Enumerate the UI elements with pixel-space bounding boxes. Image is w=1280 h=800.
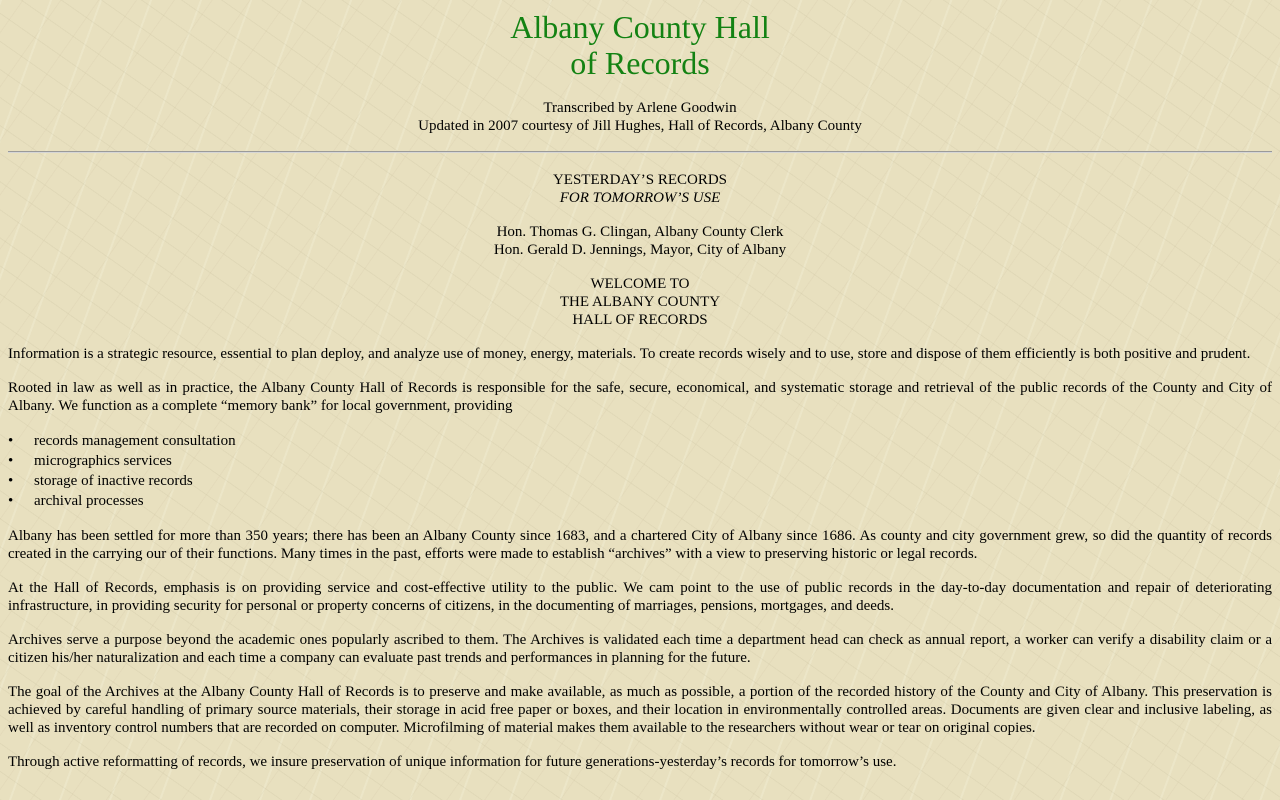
- slogan-line-2: FOR TOMORROW’S USE: [559, 190, 721, 206]
- credits: [8, 99, 1272, 135]
- paragraph-rooted-in-law: Rooted in law as well as in practice, the Albany County Hall of Records is responsible for the safe, secure, economical, and systematic storage and retrieval of the public records of the County and City of Albany. We function as a complete “memory bank” for local government, providing: [8, 380, 1272, 414]
- welcome-line-3: HALL OF RECORDS: [572, 312, 708, 328]
- paragraph-archives-goal: The goal of the Archives at the Albany County Hall of Records is to preserve and make available, as much as possible, a portion of the recorded history of the County and City of Albany. This preservation is achieved by careful handling of primary source materials, their storage in acid free paper or boxes, and their location in environmentally controlled areas. Documents are given clear and inclusive labeling, as well as inventory control numbers that are recorded on computer. Microfilming of material makes them available to the researchers without wear or tear on original copies.: [8, 684, 1272, 736]
- bullet-icon: •: [8, 473, 14, 489]
- paragraph-information: Information is a strategic resource, essential to plan deploy, and analyze use of money, energy, materials. To create records wisely and to use, store and dispose of them efficiently is both positive and prudent.: [8, 346, 1251, 362]
- service-label: storage of inactive records: [34, 473, 193, 489]
- transcribed-by: Transcribed by Arlene Goodwin: [543, 100, 737, 116]
- county-clerk: Hon. Thomas G. Clingan, Albany County Clerk: [496, 224, 784, 240]
- list-item: [8, 471, 1272, 491]
- bullet-icon: •: [8, 453, 14, 469]
- bullet-icon: •: [8, 433, 14, 449]
- services-list: [8, 431, 1272, 511]
- list-item: [8, 431, 1272, 451]
- paragraph-history: Albany has been settled for more than 350 years; there has been an Albany County since 1683, and a chartered City of Albany since 1686. As county and city government grew, so did the quantity of records created in the carrying our of their functions. Many times in the past, efforts were made to establish “archives” with a view to preserving historic or legal records.: [8, 528, 1272, 562]
- service-label: archival processes: [34, 493, 144, 509]
- service-label: micrographics services: [34, 453, 172, 469]
- paragraph-archives-purpose: Archives serve a purpose beyond the academic ones popularly ascribed to them. The Archives is validated each time a department head can check as annual report, a worker can verify a disability claim or a citizen his/her naturalization and each time a company can evaluate past trends and performances in planning for the future.: [8, 632, 1272, 666]
- list-item: [8, 451, 1272, 471]
- paragraph-service: At the Hall of Records, emphasis is on providing service and cost-effective utility to the public. We cam point to the use of public records in the day-to-day documentation and repair of deteriorating infrastructure, in providing security for personal or property concerns of citizens, in the documenting of marriages, pensions, mortgages, and deeds.: [8, 580, 1272, 614]
- bullet-icon: •: [8, 493, 14, 509]
- slogan-line-1: YESTERDAY’S RECORDS: [552, 172, 728, 188]
- welcome-line-2: THE ALBANY COUNTY: [559, 294, 721, 310]
- title-line-2: of Records: [570, 45, 710, 81]
- welcome-heading: [8, 275, 1272, 329]
- updated-note: Updated in 2007 courtesy of Jill Hughes, Hall of Records, Albany County: [418, 118, 862, 134]
- paragraph-reformatting: Through active reformatting of records, we insure preservation of unique information for future generations-yesterday’s records for tomorrow’s use.: [8, 754, 897, 770]
- officials: [8, 223, 1272, 259]
- welcome-line-1: WELCOME TO: [590, 276, 690, 292]
- list-item: [8, 491, 1272, 511]
- service-label: records management consultation: [34, 433, 236, 449]
- title-line-1: Albany County Hall: [510, 9, 770, 45]
- horizontal-divider: [8, 151, 1272, 153]
- page-content: [8, 9, 1272, 771]
- city-mayor: Hon. Gerald D. Jennings, Mayor, City of Albany: [493, 242, 787, 258]
- page-title: [8, 9, 1272, 81]
- slogan: [8, 171, 1272, 207]
